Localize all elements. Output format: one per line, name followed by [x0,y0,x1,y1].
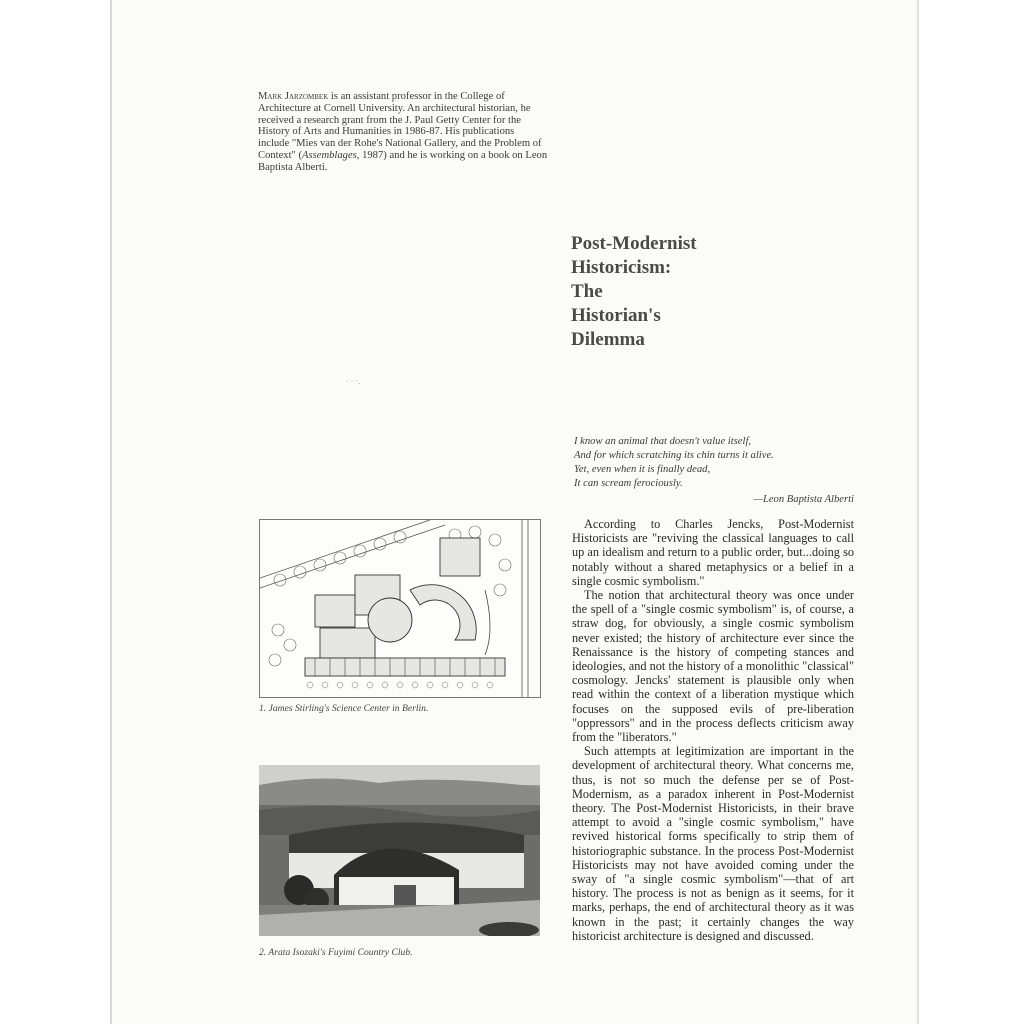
figure-1-caption: 1. James Stirling's Science Center in Berlin. [259,703,429,714]
title-line: The [571,281,603,302]
title-line: Historicism: [571,257,672,278]
epigraph-line: Yet, even when it is finally dead, [574,464,711,475]
title-line: Dilemma [571,329,645,350]
author-bio [258,91,548,174]
epigraph-attribution: —Leon Baptista Alberti [753,494,854,505]
body-paragraph: According to Charles Jencks, Post-Modernist Historicists are "reviving the classical languages to call up an idealism and return to a public order, but...doing so notably without a shared metaphysics or a belief in a single cosmic symbolism." [572,517,854,588]
epigraph-line: It can scream ferociously. [574,478,683,489]
body-paragraph: Such attempts at legitimization are important in the development of architectural theory. What concerns me, thus, is not so much the defense per se of Post-Modernism, as a paradox inherent in Post-Modernist theory. The Post-Modernist Historicists, in their brave attempt to avoid a "single cosmic symbolism," have revived historical forms specifically to strip them of historiographic substance. In the process Post-Modernist Historicists may not have avoided coming under the sway of "a single cosmic symbolism"—that of art history. The process is not as benign as it seems, for it marks, perhaps, the end of architectural theory as it was known in the past; it certainly changes the way historicist architecture is designed and discussed. [572,744,854,943]
article-title [571,232,771,352]
author-name: Mark Jarzombek [258,91,329,102]
print-specks: · · ·. [346,377,360,386]
building-photo [259,765,540,936]
bio-text: is an assistant professor in the College of Architecture at Cornell University. An architectural historian, he received a research grant from the J. Paul Getty Center for the History of Arts and Humanities in 1986-87. His publications include "Mies van der Rohe's National Gallery, and the Problem of Context" ( [258,91,542,161]
figure-2-caption: 2. Arata Isozaki's Fuyimi Country Club. [259,947,413,958]
article-body [572,517,854,943]
epigraph [574,435,854,507]
title-line: Post-Modernist [571,233,697,254]
epigraph-line: I know an animal that doesn't value itself, [574,436,752,447]
bio-text-end: , 1987) and he is working on a book on Leon Baptista Alberti. [258,149,548,173]
figure-site-plan [259,519,541,698]
bio-italic-title: Assemblages [302,149,357,161]
body-paragraph: The notion that architectural theory was once under the spell of a "single cosmic symbolism" is, of course, a straw dog, for obviously, a single cosmic symbolism never existed; the history of architecture ever since the Renaissance is the history of competing stances and ideologies, and not the history of a monolithic "classical" cosmology. Jencks' statement is plausible only when read within the context of a liberation mystique which focuses on the supposed evils of pre-liberation "oppressors" and in the process deflects criticism away from the "liberators." [572,588,854,745]
epigraph-line: And for which scratching its chin turns it alive. [574,450,774,461]
title-line: Historian's [571,305,661,326]
site-plan-drawing [260,520,540,697]
figure-photo [259,765,540,936]
